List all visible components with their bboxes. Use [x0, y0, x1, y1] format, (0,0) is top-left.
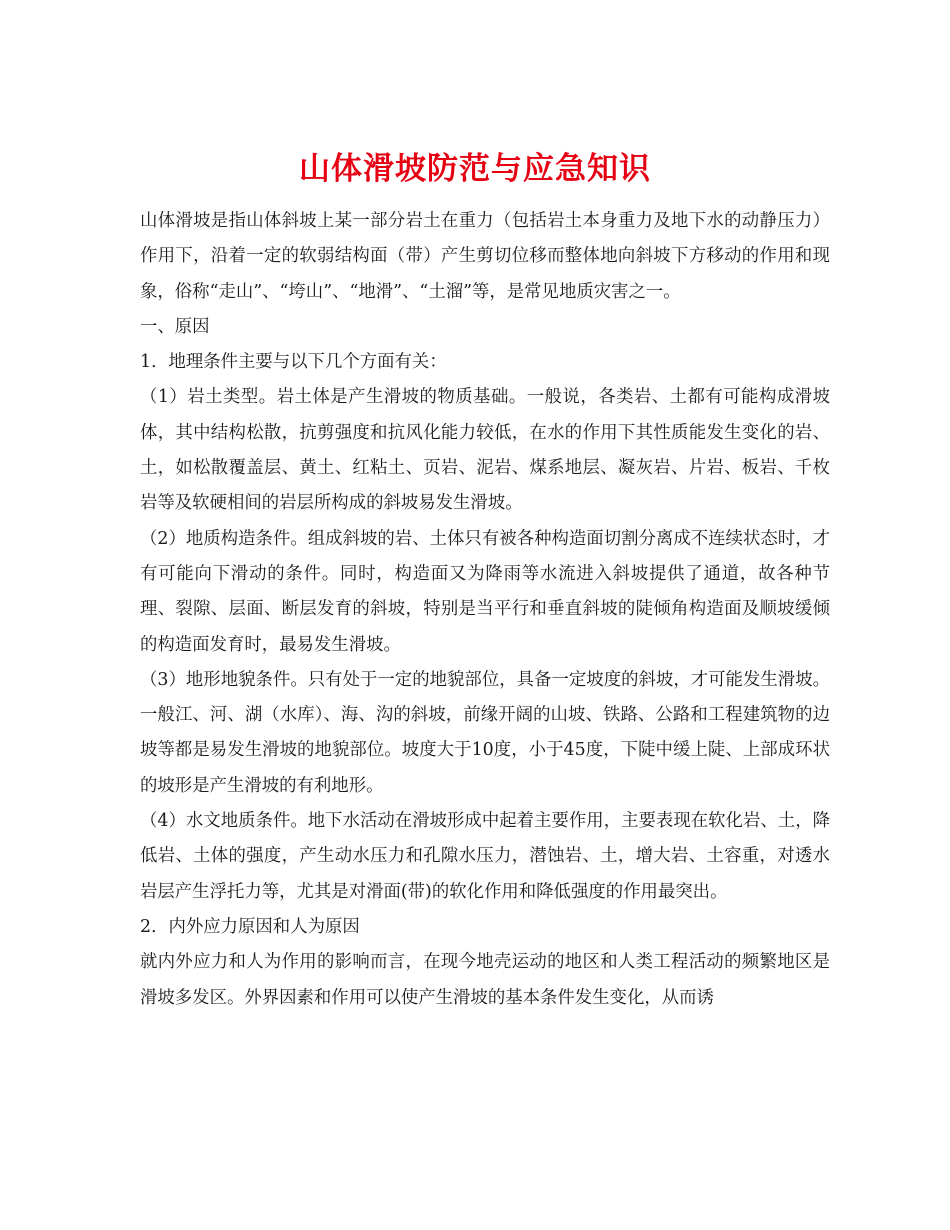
subsection-heading-forces: 2．内外应力原因和人为原因: [140, 916, 360, 937]
paragraph-rock-soil-type: （1）岩土类型。岩土体是产生滑坡的物质基础。一般说，各类岩、土都有可能构成滑坡体，其中结构松散，抗剪强度和抗风化能力较低，在水的作用下其性质能发生变化的岩、土，如松散覆盖层、黄土、红粘土、页岩、泥岩、煤系地层、凝灰岩、片岩、板岩、千枚岩等及软硬相间的岩层所构成的斜坡易发生滑坡。: [140, 387, 830, 514]
document-title: 山体滑坡防范与应急知识: [299, 150, 651, 187]
paragraph-geological-structure: （2）地质构造条件。组成斜坡的岩、土体只有被各种构造面切割分离成不连续状态时，才有可能向下滑动的条件。同时，构造面又为降雨等水流进入斜坡提供了通道，故各种节理、裂隙、层面、断层发育的斜坡，特别是当平行和垂直斜坡的陡倾角构造面及顺坡缓倾的构造面发育时，最易发生滑坡。: [140, 528, 830, 655]
document-body: [140, 204, 830, 1016]
paragraph-terrain: （3）地形地貌条件。只有处于一定的地貌部位，具备一定坡度的斜坡，才可能发生滑坡。一般江、河、湖（水库）、海、沟的斜坡，前缘开阔的山坡、铁路、公路和工程建筑物的边坡等都是易发生滑坡的地貌部位。坡度大于10度，小于45度，下陡中缓上陡、上部成环状的坡形是产生滑坡的有利地形。: [140, 669, 830, 796]
paragraph-definition: 山体滑坡是指山体斜坡上某一部分岩土在重力（包括岩土本身重力及地下水的动静压力）作用下，沿着一定的软弱结构面（带）产生剪切位移而整体地向斜坡下方移动的作用和现象，俗称“走山”、“垮山”、“地滑”、“土溜”等，是常见地质灾害之一。: [140, 211, 830, 302]
subsection-heading-geography: 1．地理条件主要与以下几个方面有关：: [140, 352, 447, 373]
paragraph-forces: 就内外应力和人为作用的影响而言，在现今地壳运动的地区和人类工程活动的频繁地区是滑坡多发区。外界因素和作用可以使产生滑坡的基本条件发生变化，从而诱: [140, 952, 830, 1008]
section-heading-causes: 一、原因: [140, 316, 210, 337]
paragraph-hydrogeology: （4）水文地质条件。地下水活动在滑坡形成中起着主要作用，主要表现在软化岩、土，降低岩、土体的强度，产生动水压力和孔隙水压力，潜蚀岩、土，增大岩、土容重，对透水岩层产生浮托力等，尤其是对滑面(带)的软化作用和降低强度的作用最突出。: [140, 811, 830, 902]
